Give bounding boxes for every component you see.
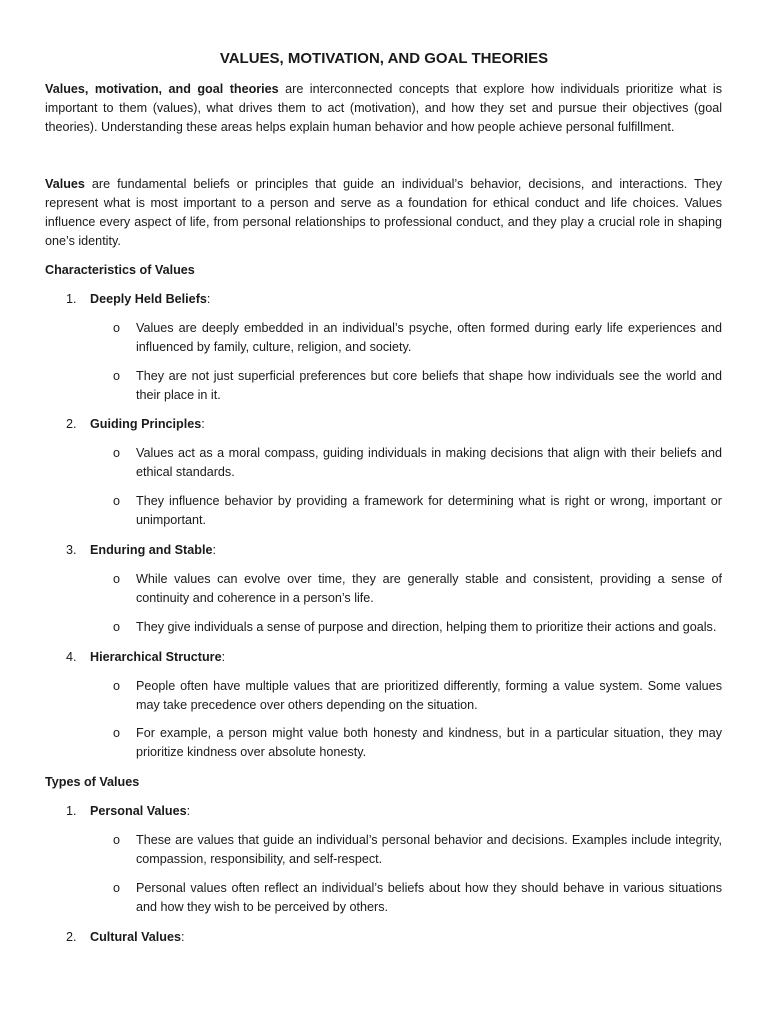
list-colon: : [181,930,185,944]
values-bold-term: Values [45,177,85,191]
bullet-item [113,677,722,715]
bullet-marker-icon: o [113,446,121,460]
bullet-item [113,879,722,917]
list-item-enduring-stable [66,541,216,560]
intro-text: are interconnected concepts that explore how individuals prioritize what is important to them (values), what drives them to act (motivation), and how they set and pursue their objectives (goal theories). Understanding these areas helps explain human behavior and how people achieve personal fulfillment. [45,82,723,134]
bullet-item [113,319,722,357]
section-heading-characteristics: Characteristics of Values [45,263,195,277]
bullet-text: They give individuals a sense of purpose and direction, helping them to prioritize their actions and goals. [136,620,717,634]
bullet-marker-icon: o [113,369,121,383]
bullet-item [113,444,722,482]
list-number: 1. [66,804,77,818]
bullet-text: People often have multiple values that are prioritized differently, forming a value system. Some values may take precedence over others depending on the situation. [136,679,722,712]
list-item-hierarchical [66,648,225,667]
list-colon: : [206,292,211,306]
list-colon: : [201,417,205,431]
list-colon: : [221,650,226,664]
list-item-personal-values [66,802,190,821]
list-item-label: Personal Values [90,804,187,818]
list-number: 4. [66,650,77,664]
intro-bold-term: Values, motivation, and goal theories [45,82,279,96]
list-item-label: Cultural Values [90,930,181,944]
bullet-text: Personal values often reflect an individual’s beliefs about how they should behave in various situations and how they wish to be perceived by others. [136,881,722,914]
list-colon: : [186,804,191,818]
bullet-marker-icon: o [113,620,121,634]
list-number: 2. [66,417,77,431]
list-item-label: Guiding Principles [90,417,202,431]
bullet-marker-icon: o [113,494,121,508]
bullet-text: While values can evolve over time, they are generally stable and consistent, providing a sense of continuity and coherence in a person’s life. [136,572,722,605]
list-number: 1. [66,292,77,306]
bullet-text: They are not just superficial preferences but core beliefs that shape how individuals see the world and their place in it. [136,369,722,402]
list-item-label: Hierarchical Structure [90,650,222,664]
bullet-marker-icon: o [113,833,121,847]
bullet-marker-icon: o [113,679,121,693]
list-item-label: Enduring and Stable [90,543,213,557]
bullet-item [113,618,722,637]
list-item-label: Deeply Held Beliefs [90,292,207,306]
bullet-marker-icon: o [113,881,121,895]
list-item-deeply-held [66,290,210,309]
bullet-marker-icon: o [113,726,121,740]
bullet-item [113,831,722,869]
bullet-text: These are values that guide an individual’s personal behavior and decisions. Examples include integrity, compassion, responsibility, and self-respect. [136,833,722,866]
bullet-text: Values are deeply embedded in an individual’s psyche, often formed during early life experiences and influenced by family, culture, religion, and society. [136,321,722,354]
list-item-guiding-principles [66,415,205,434]
section-heading-types: Types of Values [45,775,140,789]
bullet-text: They influence behavior by providing a framework for determining what is right or wrong, important or unimportant. [136,494,722,527]
list-number: 2. [66,930,77,944]
bullet-text: Values act as a moral compass, guiding individuals in making decisions that align with their beliefs and ethical standards. [136,446,722,479]
list-item-cultural-values [66,928,185,947]
bullet-marker-icon: o [113,572,121,586]
values-paragraph [45,175,722,251]
bullet-item [113,570,722,608]
list-number: 3. [66,543,77,557]
list-colon: : [212,543,216,557]
bullet-text: For example, a person might value both honesty and kindness, but in a particular situation, they may prioritize kindness over absolute honesty. [136,726,722,759]
bullet-marker-icon: o [113,321,121,335]
intro-paragraph [45,80,722,137]
bullet-item [113,492,722,530]
values-text: are fundamental beliefs or principles that guide an individual’s behavior, decisions, and interactions. They represent what is most important to a person and serve as a foundation for ethical conduct and life choices. Values influence every aspect of life, from personal relationships to professional conduct, and they play a crucial role in shaping one’s identity. [45,177,722,248]
document-title: VALUES, MOTIVATION, AND GOAL THEORIES [219,50,549,67]
bullet-item [113,367,722,405]
bullet-item [113,724,722,762]
